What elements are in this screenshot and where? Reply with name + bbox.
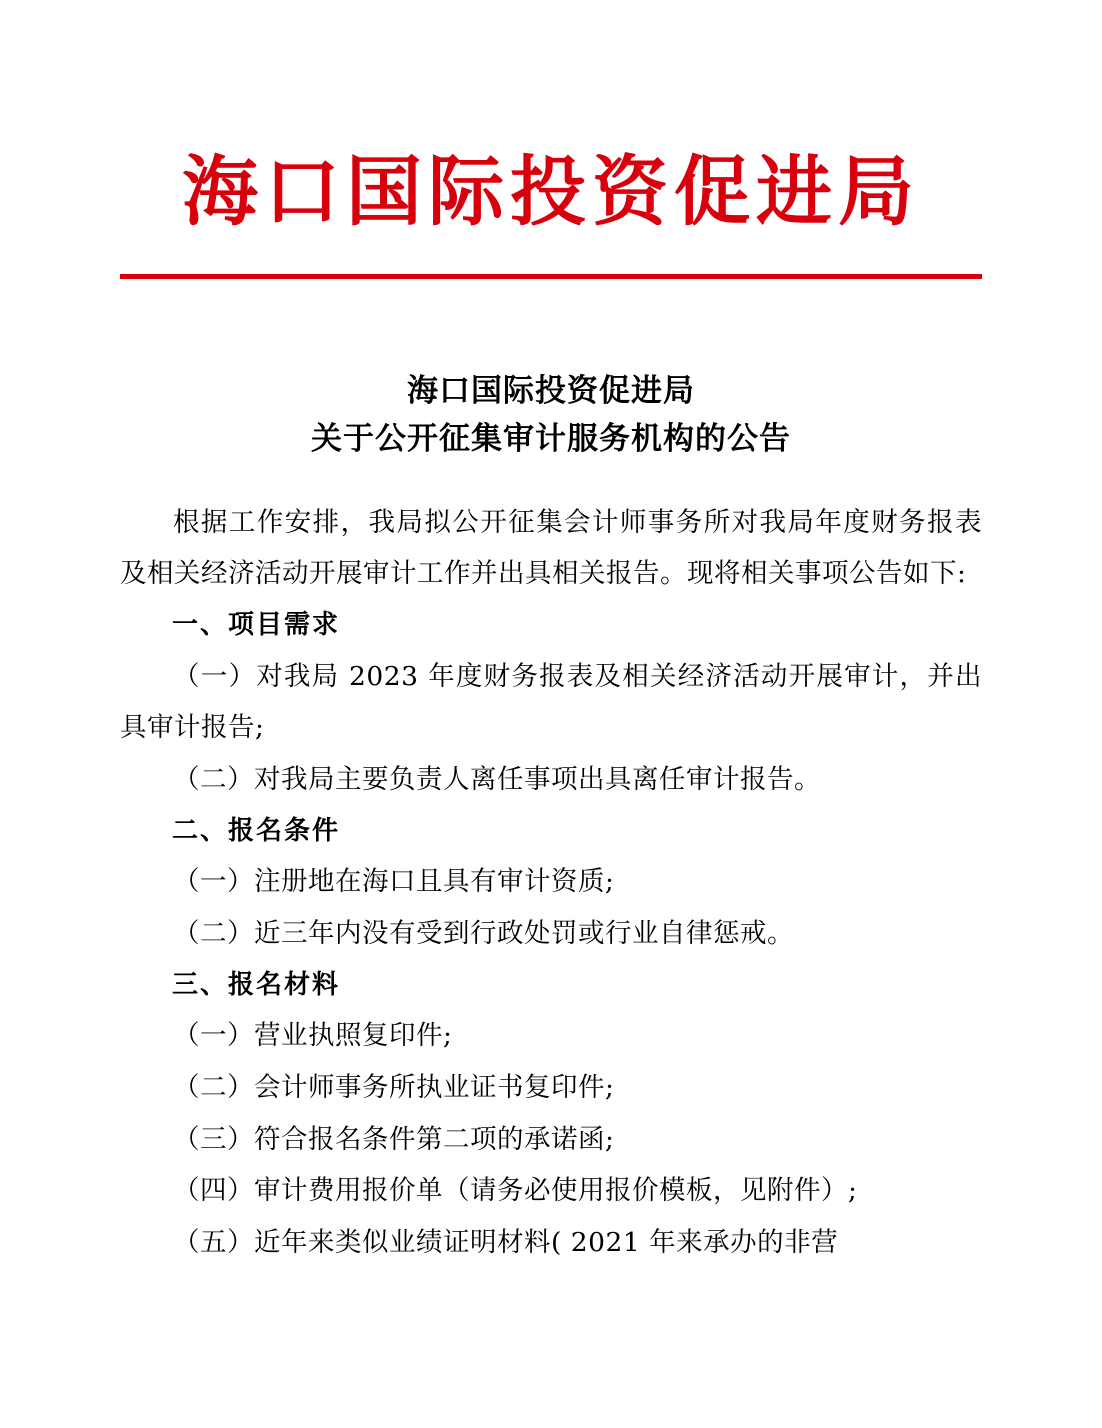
section-heading-3: 三、报名材料 xyxy=(172,969,341,1000)
document-body xyxy=(120,497,982,1269)
section-3-item-5: （五）近年来类似业绩证明材料( 2021 年来承办的非营 xyxy=(173,1227,839,1259)
section-heading-1: 一、项目需求 xyxy=(172,610,341,641)
section-2-item-2: （二）近三年内没有受到行政处罚或行业自律惩戒。 xyxy=(173,918,794,950)
section-1-item-1: （一）对我局 2023 年度财务报表及相关经济活动开展审计，并出具审计报告; xyxy=(120,660,982,744)
section-3-item-1: （一）营业执照复印件; xyxy=(173,1020,453,1052)
letterhead xyxy=(120,0,982,279)
section-3-item-3: （三）符合报名条件第二项的承诺函; xyxy=(173,1123,615,1155)
section-1-item-2: （二）对我局主要负责人离任事项出具离任审计报告。 xyxy=(173,764,821,796)
page-title-line-2: 关于公开征集审计服务机构的公告 xyxy=(311,420,791,457)
letterhead-red-rule xyxy=(120,274,982,279)
section-heading-2: 二、报名条件 xyxy=(172,815,341,846)
letterhead-rule-container xyxy=(120,274,982,279)
page-title-line-1: 海口国际投资促进局 xyxy=(407,372,695,409)
letterhead-org-name: 海口国际投资促进局 xyxy=(182,147,920,236)
intro-paragraph: 根据工作安排，我局拟公开征集会计师事务所对我局年度财务报表及相关经济活动开展审计工作并出具相关报告。现将相关事项公告如下: xyxy=(120,506,982,590)
section-3-item-2: （二）会计师事务所执业证书复印件; xyxy=(173,1072,615,1104)
section-3-item-4: （四）审计费用报价单（请务必使用报价模板，见附件）; xyxy=(173,1175,858,1207)
page-title xyxy=(120,367,982,463)
section-2-item-1: （一）注册地在海口且具有审计资质; xyxy=(173,866,615,898)
